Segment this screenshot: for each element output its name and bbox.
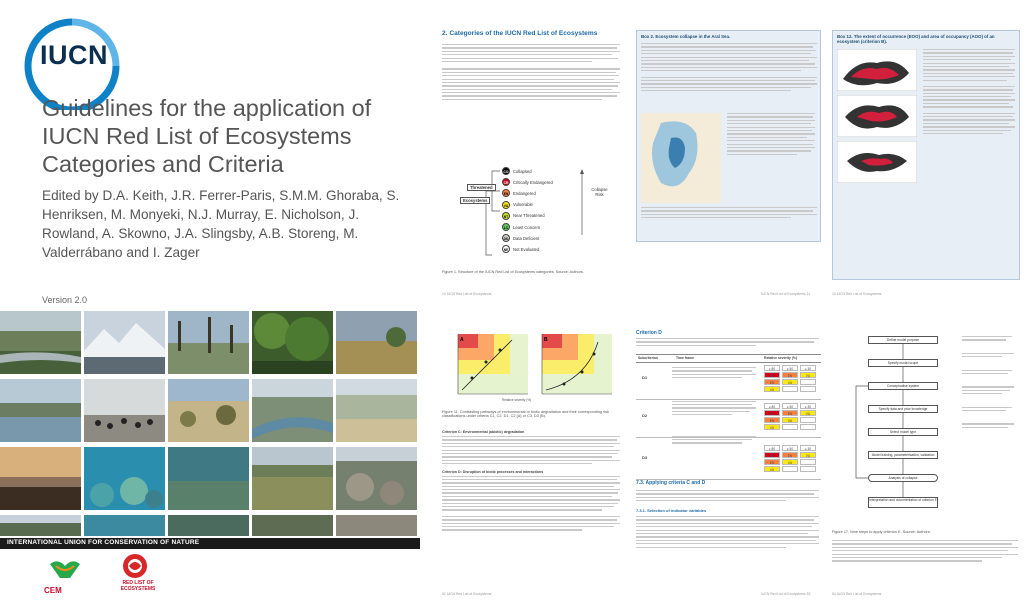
- category-row-ne: [502, 245, 622, 253]
- severity-cell: CR: [764, 452, 780, 458]
- severity-cell: EN: [782, 372, 798, 378]
- severity-cell: VU: [764, 466, 780, 472]
- severity-cell: VU: [800, 372, 816, 378]
- flow-step: Analysis of collapse: [868, 474, 938, 482]
- section-title-categories: 2. Categories of the IUCN Red List of Ecosystems: [442, 30, 598, 37]
- photo-swamp: [252, 515, 333, 536]
- page-criterion-e-steps: [832, 330, 1022, 600]
- severity-cell: VU: [800, 410, 816, 416]
- category-badge-co: CO: [502, 167, 510, 175]
- collapse-risk-arrow: [577, 167, 587, 237]
- body-text-block: [442, 44, 622, 102]
- figure-11-chart-a: [452, 330, 532, 402]
- page-box-aral-sea: [636, 30, 824, 300]
- report-cover: [0, 0, 420, 600]
- figure-11-caption: Figure 11. Contrasting pathways of environmental or biotic degradation and their corresponding risk classifications under criteria C1, C2, D1, C2 (A) or C3, D3 (B).: [442, 410, 609, 418]
- rle-label: RED LIST OF ECOSYSTEMS: [120, 580, 156, 592]
- criterion-c-lead: Criterion C: Environmental (abiotic) degradation: [442, 430, 525, 434]
- category-row-co: [502, 167, 622, 175]
- figure-17-caption: Figure 17. Nine steps to apply criterion E. Source: Authors.: [832, 530, 931, 534]
- photo-snowy-mountains: [84, 311, 165, 374]
- page-box-eoo-aoo: [832, 30, 1022, 300]
- flow-step: Conceptualise system: [868, 382, 938, 390]
- severity-cell: EN: [782, 452, 798, 458]
- severity-cell: [782, 466, 798, 472]
- category-badge-dd: DD: [502, 234, 510, 242]
- severity-cell: VU: [800, 452, 816, 458]
- figure-11-x-axis-label: Relative severity (%): [502, 398, 532, 402]
- severity-cell: CR: [764, 410, 780, 416]
- criterion-d-table: [636, 354, 821, 474]
- page-footer-left: 10 IUCN Red List of Ecosystems: [442, 292, 492, 296]
- photo-grassland: [336, 311, 417, 374]
- photo-river-valley: [252, 379, 333, 442]
- category-bracket-lines: [462, 167, 502, 262]
- severity-cell: VU: [782, 379, 798, 385]
- page-criteria-cd: [442, 330, 625, 600]
- table-row-text: [672, 367, 758, 446]
- threatened-label: Threatened: [467, 184, 496, 191]
- severity-cell: [800, 424, 816, 430]
- photo-desert-shrubland: [168, 379, 249, 442]
- flow-step: Define model purpose: [868, 336, 938, 344]
- photo-boulders: [336, 515, 417, 536]
- eoo-map-3: [837, 141, 917, 183]
- criterion-d-lead: Criterion D: Disruption of biotic processes and interactions: [442, 469, 544, 474]
- category-badge-cr: CR: [502, 178, 510, 186]
- flow-step: Model training, parameterisation, validation: [868, 451, 938, 459]
- severity-cell: CR: [764, 372, 780, 378]
- flow-step: Interpretation and documentation of criterion E: [868, 497, 938, 508]
- severity-cell: [800, 386, 816, 392]
- subcriterion-label: D3: [642, 455, 648, 460]
- severity-cell: ≥ 80: [764, 403, 780, 409]
- severity-cell: [782, 424, 798, 430]
- table-header-subcriterion: Subcriterion: [638, 356, 658, 360]
- box-2-footer-text: [641, 207, 817, 221]
- category-name-ne: Not Evaluated: [513, 246, 540, 252]
- page-categories: [442, 30, 625, 300]
- category-name-lc: Least Concern: [513, 224, 541, 230]
- cem-label: CEM: [44, 586, 62, 595]
- org-name: INTERNATIONAL UNION FOR CONSERVATION OF NATURE: [7, 539, 200, 546]
- table-header-time-frame: Time frame: [676, 356, 695, 360]
- aral-sea-map: [641, 113, 721, 203]
- page-footer-left-2: 10 IUCN Red List of Ecosystems: [832, 292, 882, 296]
- flow-step: Select model type: [868, 428, 938, 436]
- category-badge-nt: NT: [502, 212, 510, 220]
- svg-text:B: B: [544, 337, 548, 343]
- subcriterion-label: D1: [642, 375, 648, 380]
- report-title: Guidelines for the application of IUCN Red List of Ecosystems Categories and Criteria: [42, 95, 372, 177]
- box-2-title: Box 2. Ecosystem collapse in the Aral Sea.: [641, 34, 731, 39]
- photo-forest-river: [0, 311, 81, 374]
- org-name-bar: [0, 538, 420, 549]
- severity-cell: [800, 379, 816, 385]
- svg-text:A: A: [460, 337, 464, 343]
- figure-1-caption: Figure 1. Structure of the IUCN Red List of Ecosystems categories. Source: Authors.: [442, 270, 584, 274]
- photo-coral-reef: [84, 447, 165, 510]
- page-footer-right-3: IUCN Red List of Ecosystems 53: [761, 592, 811, 596]
- photo-mangrove-sunset: [0, 447, 81, 510]
- flow-feedback-loop: [856, 386, 868, 478]
- severity-cell: [800, 466, 816, 472]
- photo-penguin-colony: [84, 379, 165, 442]
- category-name-vu: Vulnerable: [513, 202, 533, 208]
- photo-lake-shore: [0, 379, 81, 442]
- photo-wetland-trees: [168, 311, 249, 374]
- photo-heathland: [252, 447, 333, 510]
- flow-step: Specify model scope: [868, 359, 938, 367]
- criterion-d-title: Criterion D: [636, 330, 662, 336]
- category-badge-ne: NE: [502, 245, 510, 253]
- photo-tepui-cliffs: [0, 515, 81, 536]
- page-footer-right: IUCN Red List of Ecosystems 11: [761, 292, 811, 296]
- severity-cell: ≥ 30: [800, 403, 816, 409]
- page-footer-left-4: 54 IUCN Red List of Ecosystems: [832, 592, 882, 596]
- category-name-en: Endangered: [513, 190, 536, 196]
- box-aral-sea: [636, 30, 821, 242]
- report-authors: Edited by D.A. Keith, J.R. Ferrer-Paris, S.M.M. Ghoraba, S. Henriksen, M. Monyeki, N.J. Murray, E. Nicholson, J. Rowland, A. Skowno, J.A. Slingsby, A.B. Storeng, M. Valderrábano and I. Zager: [42, 188, 400, 260]
- severity-cell: VU: [782, 417, 798, 423]
- severity-cell: ≥ 50: [782, 445, 798, 451]
- severity-cell: ≥ 30: [800, 365, 816, 371]
- criterion-d-intro: [636, 338, 821, 348]
- category-badge-vu: VU: [502, 201, 510, 209]
- severity-cell: ≥ 80: [764, 445, 780, 451]
- severity-cell: [800, 417, 816, 423]
- photo-kelp: [168, 515, 249, 536]
- category-row-lc: [502, 223, 622, 231]
- category-row-vu: [502, 201, 622, 209]
- figure-categories-structure: [462, 167, 622, 267]
- photo-seagrass: [168, 447, 249, 510]
- applying-cd-text: [636, 490, 821, 504]
- eoo-map-2: [837, 95, 917, 137]
- ecosystems-label: Ecosystems: [460, 197, 490, 204]
- category-badge-en: EN: [502, 189, 510, 197]
- criterion-e-flowchart: [848, 336, 958, 526]
- severity-cell: VU: [764, 424, 780, 430]
- severity-cell: ≥ 30: [800, 445, 816, 451]
- collapse-risk-label: Collapse Risk: [591, 187, 608, 197]
- table-header-severity: Relative severity (%): [764, 356, 797, 360]
- section-indicator-variables: 7.3.1. Selection of indicator variables: [636, 508, 707, 513]
- category-row-nt: [502, 212, 622, 220]
- severity-cell: ≥ 80: [764, 365, 780, 371]
- severity-cell: EN: [764, 417, 780, 423]
- category-name-nt: Near Threatened: [513, 213, 545, 219]
- photo-rocky-shore: [336, 447, 417, 510]
- flowchart-annotations: [962, 336, 1020, 430]
- severity-cell: [782, 386, 798, 392]
- photo-coral-shallows: [84, 515, 165, 536]
- severity-cell: ≥ 50: [782, 365, 798, 371]
- category-list: [502, 167, 622, 262]
- category-name-co: Collapsed: [513, 168, 532, 174]
- figure-11-chart-b: [536, 330, 616, 402]
- severity-cell: EN: [782, 410, 798, 416]
- page-footer-left-3: 52 IUCN Red List of Ecosystems: [442, 592, 492, 596]
- box-2-side-text: [727, 113, 817, 157]
- box-12-text: [923, 49, 1017, 136]
- photo-tropical-forest: [252, 311, 333, 374]
- eoo-map-1: [837, 49, 917, 91]
- category-name-dd: Data Deficient: [513, 235, 540, 241]
- box-eoo-aoo: [832, 30, 1020, 280]
- steps-text: [832, 540, 1020, 564]
- box-12-title: Box 12. The extent of occurrence (EOO) and area of occupancy (AOO) of an ecosystem (criterion B).: [837, 34, 995, 44]
- report-version: Version 2.0: [42, 295, 88, 305]
- flow-step: Specify data and prior knowledge: [868, 405, 938, 413]
- criteria-cd-body: [442, 430, 622, 533]
- severity-cell: VU: [782, 459, 798, 465]
- box-2-text: [641, 43, 817, 93]
- page-criterion-d: [636, 330, 824, 600]
- severity-cell: EN: [764, 459, 780, 465]
- category-name-cr: Critically Endangered: [513, 179, 553, 185]
- section-applying-cd: 7.3. Applying criteria C and D: [636, 480, 706, 486]
- severity-cell: [800, 459, 816, 465]
- severity-cell: ≥ 50: [782, 403, 798, 409]
- category-row-cr: [502, 178, 622, 186]
- category-badge-lc: LC: [502, 223, 510, 231]
- photo-coastal-dunes: [336, 379, 417, 442]
- severity-cell: EN: [764, 379, 780, 385]
- severity-cell: VU: [764, 386, 780, 392]
- indicator-variables-text: [636, 516, 821, 550]
- subcriterion-label: D2: [642, 413, 648, 418]
- iucn-logo-text: IUCN: [40, 40, 108, 70]
- category-row-dd: [502, 234, 622, 242]
